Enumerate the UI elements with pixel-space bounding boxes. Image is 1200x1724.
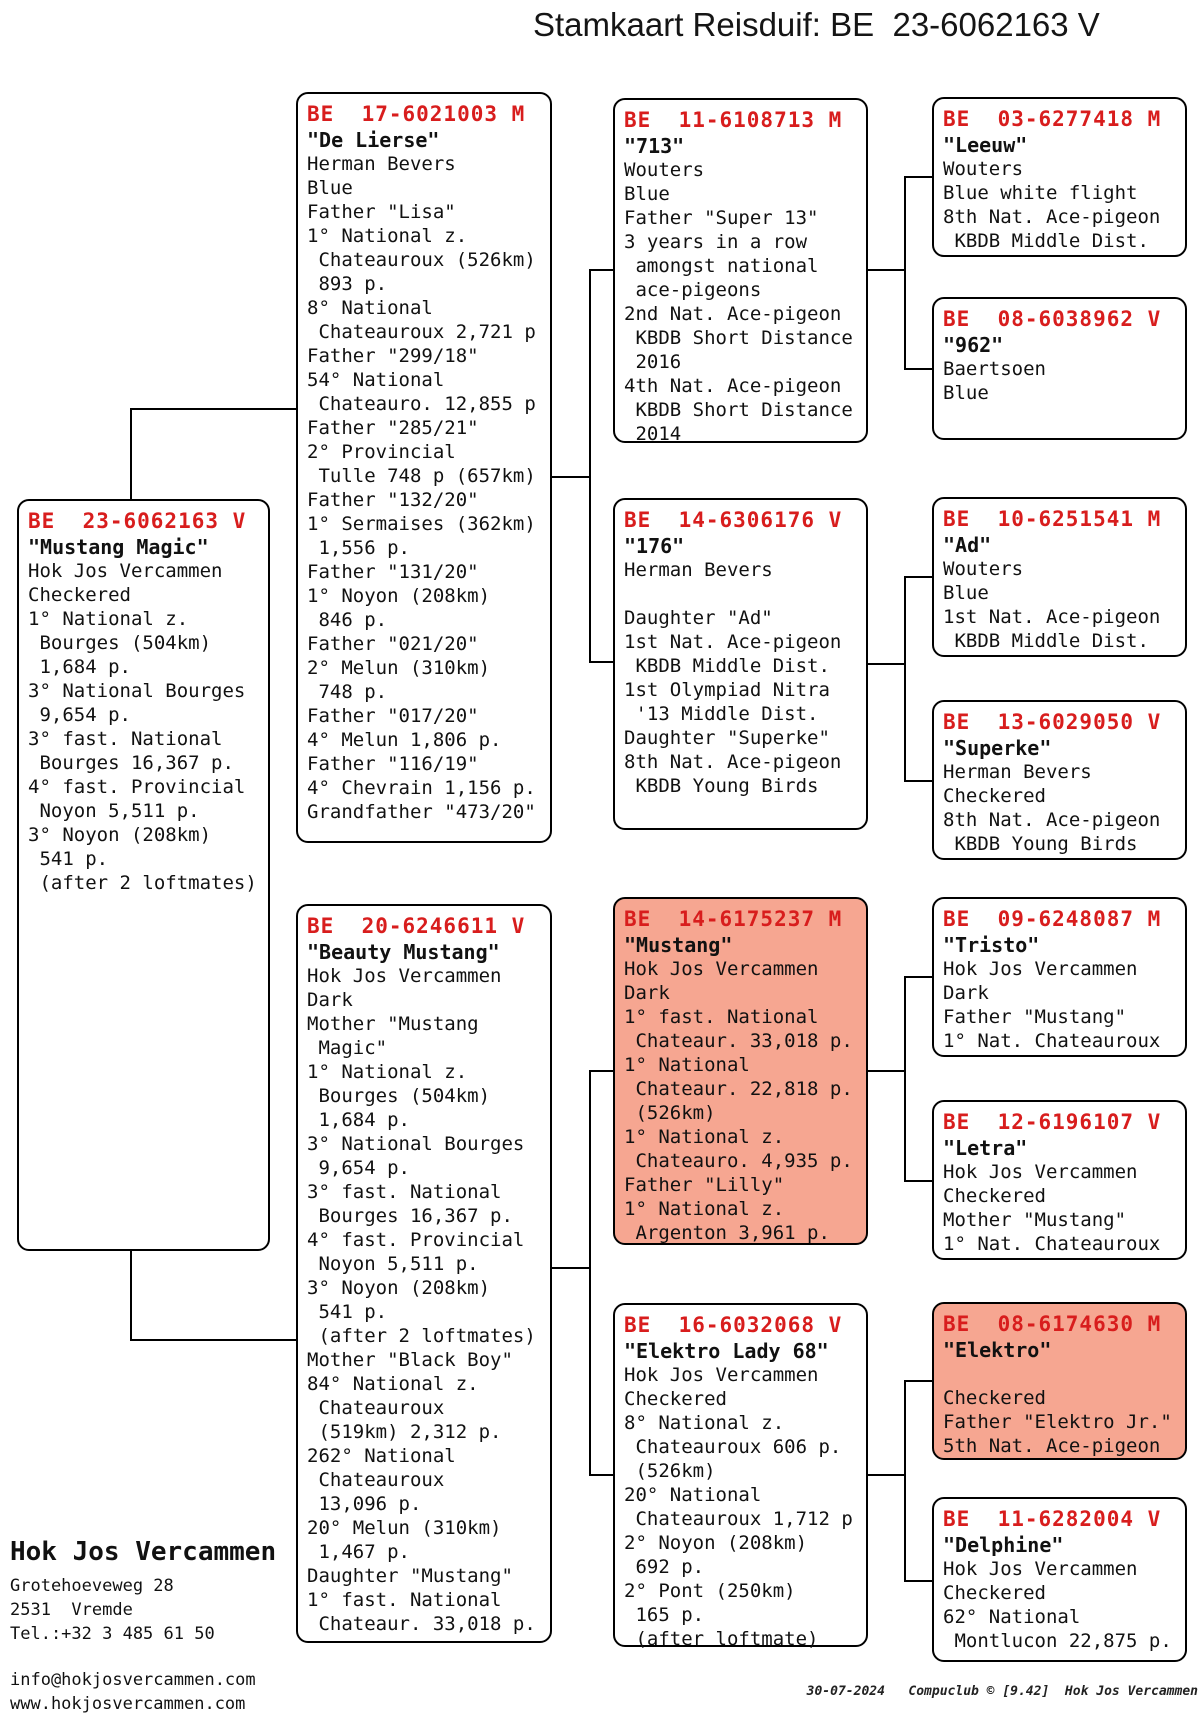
pedigree-detail-line: Magic" bbox=[307, 1037, 388, 1059]
pedigree-box-be11-6282004 bbox=[932, 1497, 1187, 1662]
pedigree-detail-line: 1st Nat. Ace-pigeon bbox=[943, 606, 1161, 628]
pedigree-detail-line: amongst national bbox=[624, 255, 819, 277]
loft-contact-block bbox=[10, 1536, 276, 1716]
pedigree-detail-line: 4° fast. Provincial bbox=[28, 776, 246, 798]
pedigree-detail-line: 62° National bbox=[943, 1606, 1081, 1628]
pedigree-connector-line bbox=[904, 176, 906, 370]
pedigree-detail-line: (after loftmate) bbox=[624, 1628, 819, 1650]
pedigree-detail-line: Chateaur. 22,818 p. bbox=[624, 1078, 853, 1100]
pedigree-connector-line bbox=[131, 1339, 296, 1341]
page-title: Stamkaart Reisduif: BE 23-6062163 V bbox=[533, 6, 1100, 43]
pedigree-detail-line: 1,684 p. bbox=[307, 1109, 410, 1131]
pedigree-detail-line: Father "299/18" bbox=[307, 345, 479, 367]
pedigree-detail-line: 846 p. bbox=[307, 609, 388, 631]
pedigree-detail-line: 8th Nat. Ace-pigeon bbox=[943, 206, 1161, 228]
pedigree-detail-line: KBDB Young Birds bbox=[624, 775, 819, 797]
pigeon-name: "Mustang" bbox=[624, 933, 733, 957]
pigeon-name: "Mustang Magic" bbox=[28, 535, 209, 559]
pedigree-detail-line bbox=[624, 582, 858, 606]
pedigree-detail-line: 2014 bbox=[624, 423, 682, 445]
pedigree-detail-line: 9,654 p. bbox=[307, 1157, 410, 1179]
pedigree-box-be12-6196107 bbox=[932, 1100, 1187, 1260]
pedigree-detail-line: 541 p. bbox=[28, 848, 109, 870]
pedigree-detail-line: Hok Jos Vercammen bbox=[624, 1364, 819, 1386]
pigeon-name: "713" bbox=[624, 134, 685, 158]
pedigree-detail-line: Baertsoen bbox=[943, 358, 1046, 380]
pigeon-name: "Beauty Mustang" bbox=[307, 940, 500, 964]
pedigree-detail-line: 1° Nat. Chateauroux bbox=[943, 1233, 1161, 1255]
pedigree-detail-line: 1° fast. National bbox=[307, 1589, 502, 1611]
pedigree-detail-line: 1° National z. bbox=[307, 225, 468, 247]
pedigree-detail-line: Blue bbox=[943, 382, 989, 404]
pedigree-detail-line: 4° Melun 1,806 p. bbox=[307, 729, 502, 751]
pedigree-detail-line: Bourges 16,367 p. bbox=[28, 752, 234, 774]
ring-number: BE 13-6029050 V bbox=[943, 710, 1162, 734]
pedigree-detail-line: 13,096 p. bbox=[307, 1493, 422, 1515]
pigeon-name: "Tristo" bbox=[943, 933, 1040, 957]
pedigree-detail-line: Hok Jos Vercammen bbox=[943, 1558, 1138, 1580]
ring-number: BE 08-6174630 M bbox=[943, 1312, 1162, 1336]
pedigree-detail-line: Daughter "Ad" bbox=[624, 607, 773, 629]
pedigree-detail-line: Noyon 5,511 p. bbox=[307, 1253, 479, 1275]
pedigree-box-be10-6251541 bbox=[932, 497, 1187, 657]
pedigree-detail-line: Checkered bbox=[943, 785, 1046, 807]
pedigree-detail-line: Hok Jos Vercammen bbox=[624, 958, 819, 980]
pedigree-detail-line: 3° National Bourges bbox=[28, 680, 246, 702]
pedigree-box-be09-6248087 bbox=[932, 897, 1187, 1057]
pedigree-detail-line: (526km) bbox=[624, 1102, 716, 1124]
pedigree-detail-line: (after 2 loftmates) bbox=[307, 1325, 536, 1347]
pedigree-detail-line: 1° National z. bbox=[307, 1061, 468, 1083]
pedigree-connector-line bbox=[591, 269, 613, 271]
ring-number: BE 10-6251541 M bbox=[943, 507, 1162, 531]
pedigree-detail-line: Father "131/20" bbox=[307, 561, 479, 583]
pedigree-box-be08-6038962 bbox=[932, 297, 1187, 440]
pedigree-detail-line: Wouters bbox=[624, 159, 705, 181]
pedigree-connector-line bbox=[868, 1474, 906, 1476]
pedigree-detail-line: 4° Chevrain 1,156 p. bbox=[307, 777, 536, 799]
pedigree-detail-line: 2nd Nat. Ace-pigeon bbox=[624, 303, 842, 325]
pedigree-detail-line: Blue bbox=[307, 177, 353, 199]
pedigree-box-be11-6108713 bbox=[613, 98, 868, 443]
pigeon-name: "Delphine" bbox=[943, 1533, 1064, 1557]
pedigree-detail-line: 2° Noyon (208km) bbox=[624, 1532, 808, 1554]
pedigree-detail-line: 1° Noyon (208km) bbox=[307, 585, 491, 607]
pedigree-detail-line: 3° Noyon (208km) bbox=[307, 1277, 491, 1299]
pedigree-detail-line: Chateaur. 33,018 p. bbox=[624, 1030, 853, 1052]
pedigree-detail-line: Chateaur. 33,018 p. bbox=[307, 1613, 536, 1635]
pedigree-detail-line: KBDB Short Distance bbox=[624, 327, 853, 349]
ring-number: BE 14-6175237 M bbox=[624, 907, 843, 931]
pedigree-connector-line bbox=[904, 576, 906, 782]
pedigree-connector-line bbox=[906, 976, 932, 978]
ring-number: BE 12-6196107 V bbox=[943, 1110, 1162, 1134]
pedigree-detail-line: Father "Lilly" bbox=[624, 1174, 785, 1196]
pedigree-connector-line bbox=[131, 408, 296, 410]
pedigree-connector-line bbox=[906, 1380, 932, 1382]
pedigree-box-be16-6032068 bbox=[613, 1303, 868, 1650]
pedigree-detail-line: Mother "Black Boy" bbox=[307, 1349, 513, 1371]
pedigree-detail-line: 1° National z. bbox=[624, 1126, 785, 1148]
pedigree-detail-line: 3° fast. National bbox=[307, 1181, 502, 1203]
pedigree-detail-line: (519km) 2,312 p. bbox=[307, 1421, 502, 1443]
ring-number: BE 20-6246611 V bbox=[307, 914, 526, 938]
ring-number: BE 08-6038962 V bbox=[943, 307, 1162, 331]
pedigree-detail-line: KBDB Short Distance bbox=[624, 399, 853, 421]
pedigree-detail-line: 1° National z. bbox=[624, 1198, 785, 1220]
pedigree-detail-line: 1st Nat. Ace-pigeon bbox=[624, 631, 842, 653]
pedigree-detail-line: Hok Jos Vercammen bbox=[28, 560, 223, 582]
pigeon-name: "176" bbox=[624, 534, 685, 558]
pedigree-detail-line: KBDB Middle Dist. bbox=[943, 630, 1149, 652]
pedigree-detail-line: Hok Jos Vercammen bbox=[307, 965, 502, 987]
pedigree-detail-line: Wouters bbox=[943, 558, 1024, 580]
pedigree-connector-line bbox=[904, 1380, 906, 1582]
pedigree-detail-line: Bourges (504km) bbox=[307, 1085, 491, 1107]
pigeon-name: "962" bbox=[943, 333, 1004, 357]
pedigree-detail-line: 1° fast. National bbox=[624, 1006, 819, 1028]
pedigree-detail-line: 8th Nat. Ace-pigeon bbox=[943, 809, 1161, 831]
pedigree-detail-line: Mother "Mustang" bbox=[943, 1209, 1127, 1231]
pedigree-detail-line: Chateauroux 606 p. bbox=[624, 1436, 842, 1458]
pedigree-detail-line: (after 2 loftmates) bbox=[28, 872, 257, 894]
pedigree-detail-line: Grandfather "473/20" bbox=[307, 801, 536, 823]
pedigree-box-mother-be20-6246611 bbox=[296, 904, 552, 1643]
pedigree-detail-line: Checkered bbox=[943, 1387, 1046, 1409]
pedigree-detail-line: Mother "Mustang bbox=[307, 1013, 479, 1035]
pedigree-detail-line: Bourges (504km) bbox=[28, 632, 212, 654]
pedigree-detail-line: 8th Nat. Ace-pigeon bbox=[624, 751, 842, 773]
pedigree-detail-line: 3° National Bourges bbox=[307, 1133, 525, 1155]
pedigree-detail-line: 1° Nat. Chateauroux bbox=[943, 1030, 1161, 1052]
pedigree-detail-line: Father "Lisa" bbox=[307, 201, 456, 223]
pedigree-detail-line: Father "285/21" bbox=[307, 417, 479, 439]
pedigree-detail-line: Chateauroux bbox=[307, 1469, 445, 1491]
pedigree-detail-line: Dark bbox=[307, 989, 353, 1011]
pigeon-name: "Letra" bbox=[943, 1136, 1028, 1160]
pedigree-detail-line: 541 p. bbox=[307, 1301, 388, 1323]
pedigree-detail-line: Dark bbox=[943, 982, 989, 1004]
pedigree-connector-line bbox=[868, 1070, 906, 1072]
pedigree-detail-line: Chateauro. 4,935 p. bbox=[624, 1150, 853, 1172]
pedigree-connector-line bbox=[906, 576, 932, 578]
pedigree-detail-line: 8° National bbox=[307, 297, 433, 319]
pigeon-name: "Elektro Lady 68" bbox=[624, 1339, 829, 1363]
pedigree-box-be03-6277418 bbox=[932, 97, 1187, 257]
loft-phone: Tel.:+32 3 485 61 50 bbox=[10, 1624, 215, 1644]
pedigree-detail-line: KBDB Young Birds bbox=[943, 833, 1138, 855]
pedigree-box-be08-6174630-highlight bbox=[932, 1302, 1187, 1460]
pedigree-detail-line: 20° Melun (310km) bbox=[307, 1517, 502, 1539]
ring-number: BE 23-6062163 V bbox=[28, 509, 247, 533]
pedigree-box-be14-6175237-highlight bbox=[613, 897, 868, 1245]
pedigree-detail-line: 1,556 p. bbox=[307, 537, 410, 559]
pedigree-detail-line: Father "Super 13" bbox=[624, 207, 819, 229]
pedigree-detail-line: 3° Noyon (208km) bbox=[28, 824, 212, 846]
pedigree-detail-line: Herman Bevers bbox=[624, 559, 773, 581]
pedigree-detail-line: 2016 bbox=[624, 351, 682, 373]
pedigree-detail-line: Daughter "Superke" bbox=[624, 727, 830, 749]
pigeon-name: "Superke" bbox=[943, 736, 1052, 760]
pedigree-detail-line: Hok Jos Vercammen bbox=[943, 958, 1138, 980]
pedigree-detail-line: 2° Pont (250km) bbox=[624, 1580, 796, 1602]
pedigree-detail-line: Father "132/20" bbox=[307, 489, 479, 511]
pedigree-detail-line: 54° National bbox=[307, 369, 445, 391]
pedigree-connector-line bbox=[552, 1267, 590, 1269]
pedigree-detail-line: 1,684 p. bbox=[28, 656, 131, 678]
pedigree-detail-line: Checkered bbox=[943, 1185, 1046, 1207]
pedigree-detail-line: Checkered bbox=[943, 1582, 1046, 1604]
loft-city: 2531 Vremde bbox=[10, 1600, 133, 1620]
pedigree-detail-line: 3° fast. National bbox=[28, 728, 223, 750]
pedigree-connector-line bbox=[906, 368, 932, 370]
ring-number: BE 03-6277418 M bbox=[943, 107, 1162, 131]
pedigree-detail-line: 1° National z. bbox=[28, 608, 189, 630]
pedigree-detail-line: 9,654 p. bbox=[28, 704, 131, 726]
pedigree-detail-line: Chateauroux 1,712 p bbox=[624, 1508, 853, 1530]
pigeon-name: "De Lierse" bbox=[307, 128, 440, 152]
pedigree-detail-line: Father "021/20" bbox=[307, 633, 479, 655]
pedigree-detail-line: Noyon 5,511 p. bbox=[28, 800, 200, 822]
pedigree-detail-line: Father "Elektro Jr." bbox=[943, 1411, 1172, 1433]
ring-number: BE 11-6108713 M bbox=[624, 108, 843, 132]
pedigree-box-be14-6306176 bbox=[613, 498, 868, 830]
pedigree-detail-line: 165 p. bbox=[624, 1604, 705, 1626]
pedigree-connector-line bbox=[868, 663, 906, 665]
ring-number: BE 14-6306176 V bbox=[624, 508, 843, 532]
pedigree-box-be13-6029050 bbox=[932, 700, 1187, 860]
pedigree-detail-line: Montlucon 22,875 p. bbox=[943, 1630, 1172, 1652]
pigeon-name: "Leeuw" bbox=[943, 133, 1028, 157]
pedigree-detail-line: 5th Nat. Ace-pigeon bbox=[943, 1435, 1161, 1457]
pedigree-detail-line: Bourges 16,367 p. bbox=[307, 1205, 513, 1227]
pedigree-detail-line: Chateauroux bbox=[307, 1397, 445, 1419]
pedigree-detail-line: Tulle 748 p (657km) bbox=[307, 465, 536, 487]
pedigree-detail-line: ace-pigeons bbox=[624, 279, 762, 301]
ring-number: BE 17-6021003 M bbox=[307, 102, 526, 126]
loft-name: Hok Jos Vercammen bbox=[10, 1537, 277, 1567]
pedigree-detail-line: 1° Sermaises (362km) bbox=[307, 513, 536, 535]
pedigree-detail-line: 692 p. bbox=[624, 1556, 705, 1578]
pedigree-detail-line: 1° National bbox=[624, 1054, 750, 1076]
pedigree-detail-line: 4th Nat. Ace-pigeon bbox=[624, 375, 842, 397]
pedigree-detail-line: (526km) bbox=[624, 1460, 716, 1482]
pedigree-detail-line: 748 p. bbox=[307, 681, 388, 703]
pedigree-detail-line: Daughter "Mustang" bbox=[307, 1565, 513, 1587]
print-footer: 30-07-2024 Compuclub © [9.42] Hok Jos Vercammen bbox=[806, 1684, 1198, 1699]
pedigree-connector-line bbox=[552, 476, 590, 478]
pedigree-detail-line: Father "116/19" bbox=[307, 753, 479, 775]
pedigree-detail-line: 20° National bbox=[624, 1484, 762, 1506]
loft-website: www.hokjosvercammen.com bbox=[10, 1694, 246, 1714]
pedigree-detail-line: 2° Melun (310km) bbox=[307, 657, 491, 679]
pedigree-detail-line: Argenton 3,961 p. bbox=[624, 1222, 830, 1244]
ring-number: BE 16-6032068 V bbox=[624, 1313, 843, 1337]
pedigree-detail-line: '13 Middle Dist. bbox=[624, 703, 819, 725]
pedigree-detail-line: Blue white flight bbox=[943, 182, 1138, 204]
pedigree-connector-line bbox=[130, 408, 132, 501]
loft-email: info@hokjosvercammen.com bbox=[10, 1670, 256, 1690]
ring-number: BE 11-6282004 V bbox=[943, 1507, 1162, 1531]
pedigree-connector-line bbox=[130, 1251, 132, 1341]
pedigree-detail-line: Chateauroux 2,721 p bbox=[307, 321, 536, 343]
pedigree-connector-line bbox=[591, 1070, 613, 1072]
pedigree-detail-line: 3 years in a row bbox=[624, 231, 808, 253]
pedigree-detail-line: Dark bbox=[624, 982, 670, 1004]
loft-street: Grotehoeveweg 28 bbox=[10, 1576, 174, 1596]
pedigree-detail-line: 8° National z. bbox=[624, 1412, 785, 1434]
pedigree-detail-line: Hok Jos Vercammen bbox=[943, 1161, 1138, 1183]
pedigree-connector-line bbox=[868, 269, 906, 271]
pedigree-detail-line: Father "Mustang" bbox=[943, 1006, 1127, 1028]
pedigree-detail-line: 893 p. bbox=[307, 273, 388, 295]
pedigree-detail-line: KBDB Middle Dist. bbox=[624, 655, 830, 677]
pedigree-detail-line bbox=[943, 1362, 1177, 1386]
pedigree-detail-line: 2° Provincial bbox=[307, 441, 456, 463]
pedigree-connector-line bbox=[906, 176, 932, 178]
pedigree-detail-line: Herman Bevers bbox=[943, 761, 1092, 783]
pedigree-connector-line bbox=[589, 1070, 591, 1476]
pedigree-box-subject-be23-6062163 bbox=[17, 499, 270, 1251]
ring-number: BE 09-6248087 M bbox=[943, 907, 1162, 931]
pedigree-detail-line: Father "017/20" bbox=[307, 705, 479, 727]
pedigree-detail-line: Wouters bbox=[943, 158, 1024, 180]
pedigree-connector-line bbox=[906, 780, 932, 782]
pedigree-detail-line: Checkered bbox=[624, 1388, 727, 1410]
pedigree-detail-line: 84° National z. bbox=[307, 1373, 479, 1395]
pedigree-detail-line: KBDB Middle Dist. bbox=[943, 230, 1149, 252]
pedigree-connector-line bbox=[591, 661, 613, 663]
pedigree-detail-line: Chateauro. 12,855 p bbox=[307, 393, 536, 415]
pigeon-name: "Ad" bbox=[943, 533, 992, 557]
pedigree-connector-line bbox=[591, 1474, 613, 1476]
pedigree-detail-line: Checkered bbox=[28, 584, 131, 606]
pedigree-detail-line: Blue bbox=[943, 582, 989, 604]
pedigree-detail-line: Chateauroux (526km) bbox=[307, 249, 536, 271]
pedigree-box-father-be17-6021003 bbox=[296, 92, 552, 843]
pedigree-detail-line: 4° fast. Provincial bbox=[307, 1229, 525, 1251]
pedigree-detail-line: Herman Bevers bbox=[307, 153, 456, 175]
pedigree-detail-line: 1,467 p. bbox=[307, 1541, 410, 1563]
pedigree-connector-line bbox=[906, 1180, 932, 1182]
pedigree-connector-line bbox=[906, 1580, 932, 1582]
pedigree-detail-line: 1st Olympiad Nitra bbox=[624, 679, 830, 701]
pedigree-detail-line: Blue bbox=[624, 183, 670, 205]
pedigree-connector-line bbox=[589, 269, 591, 663]
pedigree-detail-line: 262° National bbox=[307, 1445, 456, 1467]
pigeon-name: "Elektro" bbox=[943, 1338, 1052, 1362]
pedigree-connector-line bbox=[904, 976, 906, 1182]
